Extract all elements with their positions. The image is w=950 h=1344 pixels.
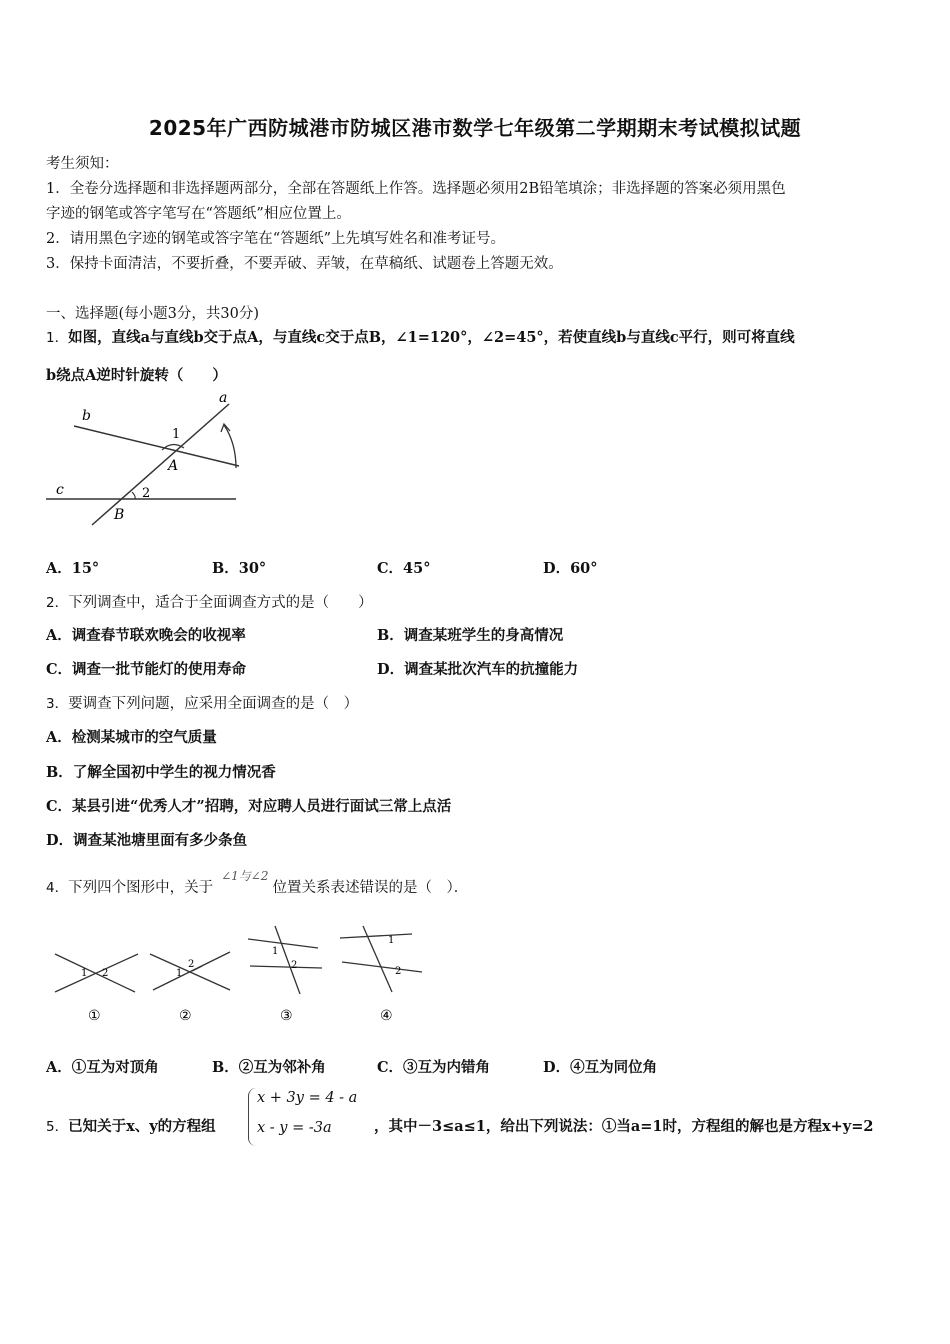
question-1-stem-cont: b绕点A逆时针旋转（ ） <box>46 367 227 384</box>
q2-option-d-text: D．调查某批次汽车的抗撞能力 <box>377 661 579 678</box>
fig1-label-2: 2 <box>102 968 109 979</box>
question-3-stem <box>46 692 358 713</box>
question-text: 要调查下列问题，应采用全面调查的是（ ） <box>68 696 359 712</box>
fig1-label-1: 1 <box>81 968 88 979</box>
angle-2-arc <box>132 492 135 499</box>
label-angle-1: 1 <box>172 427 181 442</box>
q3-option-a[interactable]: A．检测某城市的空气质量 <box>46 729 217 746</box>
question-2-stem <box>46 591 373 612</box>
q1-figure <box>44 388 244 528</box>
fig4-number: ④ <box>380 1008 393 1024</box>
page-title: 2025年广西防城港市防城区港市数学七年级第二学期期末考试模拟试题 <box>148 116 802 140</box>
fig1-number: ① <box>88 1008 101 1024</box>
notice-item-1-cont: 字迹的钢笔或答字笔写在“答题纸”相应位置上。 <box>46 206 351 222</box>
q2-option-c[interactable] <box>46 658 246 679</box>
fig2-label-2: 2 <box>188 959 195 970</box>
q4-option-b[interactable]: B．②互为邻补角 <box>212 1059 326 1076</box>
label-c: c <box>56 482 64 498</box>
q4-figures <box>50 924 440 1028</box>
fig2-number: ② <box>179 1008 192 1024</box>
q3-option-d[interactable]: D．调查某池塘里面有多少条鱼 <box>46 832 248 849</box>
label-B: B <box>114 507 125 523</box>
q2-option-b-text: B．调查某班学生的身高情况 <box>377 627 564 644</box>
q3-option-b[interactable]: B．了解全国初中学生的视力情况香 <box>46 764 276 781</box>
question-text: 如图，直线a与直线b交于点A，与直线c交于点B，∠1=120°，∠2=45°，若使直线b与直线c平行，则可将直线 <box>68 329 795 346</box>
label-A: A <box>168 458 179 474</box>
label-a: a <box>219 390 228 406</box>
question-number: 1． <box>46 330 69 346</box>
q2-option-b[interactable] <box>377 624 563 645</box>
q2-option-a[interactable] <box>46 624 246 645</box>
notice-item-3: 3．保持卡面清洁，不要折叠，不要弄破、弄皱，在草稿纸、试题卷上答题无效。 <box>46 256 563 272</box>
figure-1 <box>55 954 138 1024</box>
question-text-post: 位置关系表述错误的是（ ）． <box>272 880 469 896</box>
q2-option-a-text: A．调查春节联欢晚会的收视率 <box>46 627 246 644</box>
equation-2: x - y = -3a <box>257 1120 332 1136</box>
fig3-number: ③ <box>280 1008 293 1024</box>
notice-heading: 考生须知： <box>46 156 119 172</box>
q4-option-a[interactable]: A．①互为对顶角 <box>46 1059 159 1076</box>
question-number: 3． <box>46 696 69 712</box>
fig4-label-1: 1 <box>388 935 395 946</box>
question-text: 下列调查中，适合于全面调查方式的是（ ） <box>68 595 373 611</box>
label-b: b <box>82 408 91 424</box>
equation-1: x + 3y = 4 - a <box>257 1090 358 1106</box>
fig3-label-2: 2 <box>291 960 298 971</box>
question-1-stem <box>46 326 795 347</box>
fig2-label-1: 1 <box>176 968 183 979</box>
question-text-pre: 下列四个图形中，关于 <box>68 880 214 896</box>
fig4-label-2: 2 <box>395 966 402 977</box>
question-number: 4． <box>46 880 69 896</box>
question-number: 2． <box>46 595 69 611</box>
equation-system <box>248 1088 369 1146</box>
question-text-pre: 已知关于x、y的方程组 <box>68 1118 216 1135</box>
line-b <box>74 426 239 466</box>
q1-option-a[interactable]: A．15° <box>46 560 100 577</box>
q1-option-d[interactable]: D．60° <box>543 560 598 577</box>
q1-option-c[interactable]: C．45° <box>377 560 431 577</box>
angle-pair: ∠1与∠2 <box>221 869 269 883</box>
q4-option-d[interactable]: D．④互为同位角 <box>543 1059 658 1076</box>
label-angle-2: 2 <box>142 486 151 501</box>
notice-item-2: 2．请用黑色字迹的钢笔或答字笔在“答题纸”上先填写姓名和准考证号。 <box>46 231 506 247</box>
rotation-arrow <box>224 425 236 468</box>
figure-4 <box>340 926 422 1024</box>
q1-option-b[interactable]: B．30° <box>212 560 267 577</box>
fig3-label-1: 1 <box>272 946 279 957</box>
question-5-stem <box>46 1115 216 1136</box>
question-number: 5． <box>46 1119 69 1135</box>
question-4-stem <box>46 869 469 897</box>
q2-option-d[interactable] <box>377 658 578 679</box>
notice-item-1: 1．全卷分选择题和非选择题两部分，全部在答题纸上作答。选择题必须用2B铅笔填涂；非选择题的答案必须用黑色 <box>46 181 786 197</box>
question-5-stem-post: ，其中－3≤a≤1，给出下列说法：①当a=1时，方程组的解也是方程x+y=2 <box>374 1118 874 1135</box>
line-a <box>92 404 229 525</box>
section-heading: 一、选择题(每小题3分，共30分) <box>46 306 259 322</box>
figure-2 <box>150 952 230 1024</box>
q4-option-c[interactable]: C．③互为内错角 <box>377 1059 491 1076</box>
figure-3 <box>248 926 322 1024</box>
q3-option-c[interactable]: C．某县引进“优秀人才”招聘，对应聘人员进行面试三常上点活 <box>46 798 452 815</box>
q2-option-c-text: C．调查一批节能灯的使用寿命 <box>46 661 247 678</box>
